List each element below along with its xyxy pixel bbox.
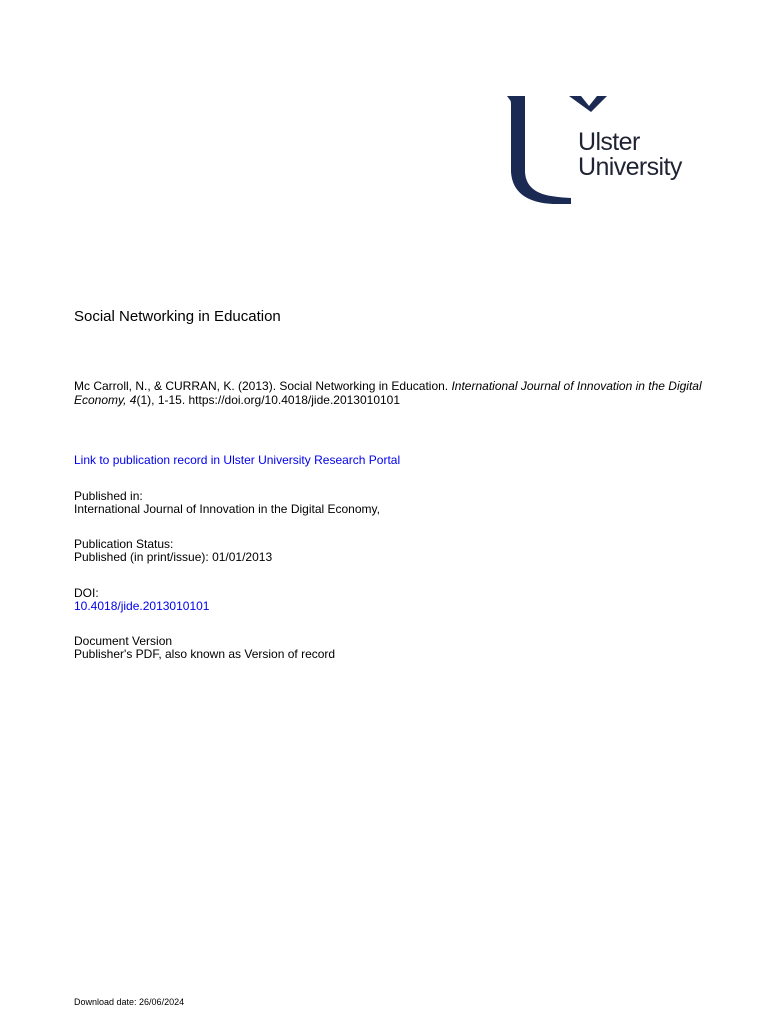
doi-link[interactable]: 10.4018/jide.2013010101 [74, 599, 210, 613]
document-version-value: Publisher's PDF, also known as Version of record [74, 647, 336, 661]
logo-line-2: University [578, 153, 682, 181]
published-in-value: International Journal of Innovation in the Digital Economy, [74, 502, 380, 516]
published-in-field [74, 490, 380, 516]
doi-field [74, 587, 209, 613]
logo-wordmark [578, 130, 682, 180]
logo-line-1: Ulster [578, 128, 640, 156]
portal-link[interactable]: Link to publication record in Ulster University Research Portal [74, 453, 401, 467]
ulster-university-logo [505, 94, 710, 206]
citation-suffix: (1), 1-15. https://doi.org/10.4018/jide.2013010101 [136, 393, 401, 407]
document-title: Social Networking in Education [74, 308, 281, 325]
publication-status-field [74, 538, 272, 564]
doi-label: DOI: [74, 586, 99, 600]
download-date: Download date: 26/06/2024 [74, 997, 185, 1007]
publication-status-value: Published (in print/issue): 01/01/2013 [74, 550, 273, 564]
published-in-label: Published in: [74, 489, 143, 503]
citation-prefix: Mc Carroll, N., & CURRAN, K. (2013). Social Networking in Education. [74, 379, 452, 393]
document-version-field [74, 635, 335, 661]
publication-status-label: Publication Status: [74, 537, 174, 551]
document-version-label: Document Version [74, 634, 173, 648]
citation [74, 379, 724, 407]
citation-journal: International Journal of Innovation in the Digital Economy, 4 [74, 379, 702, 407]
